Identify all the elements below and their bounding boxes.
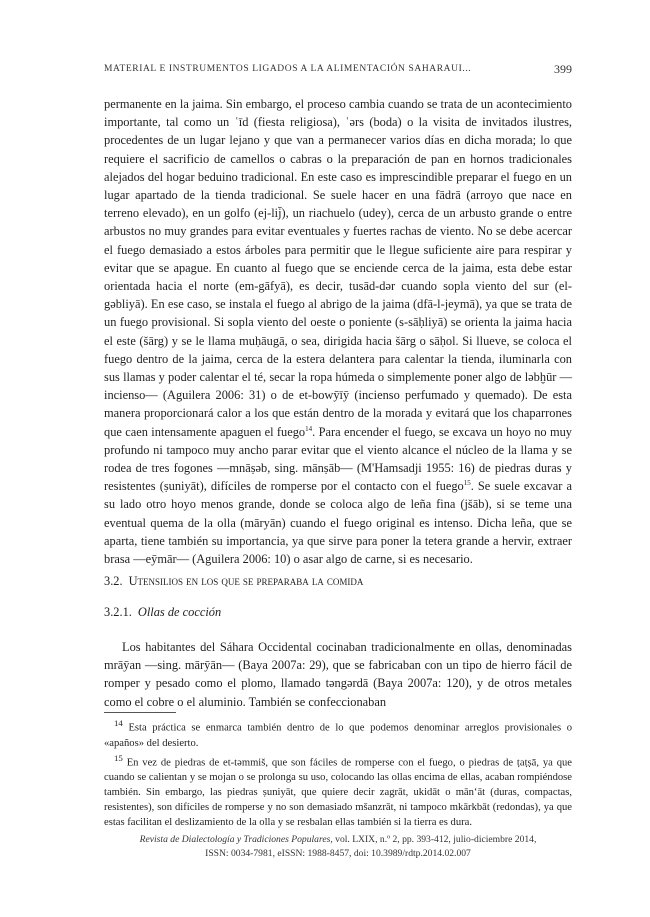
footnote-number: 14 (114, 718, 123, 728)
running-head: MATERIAL E INSTRUMENTOS LIGADOS A LA ALIMENTACIÓN SAHARAUI... (104, 64, 472, 74)
footer-identifiers: ISSN: 0034-7981, eISSN: 1988-8457, doi: 10.3989/rdtp.2014.02.007 (205, 848, 471, 859)
journal-title: Revista de Dialectología y Tradiciones Populares, (139, 834, 333, 845)
section-title: Utensilios en los que se preparaba la comida (128, 574, 364, 588)
footnote-text: En vez de piedras de et-təmmiš, que son fáciles de romperse con el fuego, o piedras de ṭaṭṣā, ya que cuando se calientan y se mojan o se prolonga su uso, colocando las ollas encima de ellas, acaban rompiéndose también. Sin embargo, las piedras ṣuniyāt, que quiere decir zagrāt, ukidāt o mān‘āt (duras, compactas, resistentes), son difíciles de romperse y no son demasiado mšanzrāt, ni tampoco mkārkbāt (redondas), ya que estas facilitan el deslizamiento de la olla y se resbalan ellas también si la tierra es dura. (104, 757, 572, 829)
body-paragraph-part-3: . Se suele excavar a su lado otro hoyo menos grande, donde se coloca algo de leña fina (jšāb), si se teme una eventual quema de la olla (māryān) cuando el fuego original es intenso. Dicha leña, que se aparta, tiene también su importancia, ya que sirve para poner la tetera grande a hervir, extraer brasa —eȳmār— (Aguilera 2006: 10) o asar algo de carne, si es necesario. (104, 479, 572, 567)
subsection-heading (104, 605, 572, 620)
section-number: 3.2. (104, 574, 123, 588)
footnote (104, 716, 572, 751)
journal-citation: vol. LXIX, n.º 2, pp. 393-412, julio-diciembre 2014, (335, 834, 537, 845)
footnote-rule (104, 712, 176, 713)
subsection-title: Ollas de cocción (137, 605, 222, 619)
body-text (104, 95, 572, 568)
footnote-ref-14[interactable]: 14 (305, 424, 313, 433)
body-paragraph-part-1: permanente en la jaima. Sin embargo, el proceso cambia cuando se trata de un acontecimiento importante, tal como un ʿīd (fiesta religiosa), ʿərs (boda) o la visita de invitados ilustres, procedentes de un lugar lejano y que van a permanecer varios días en dicha morada; lo que requiere el sacrificio de camellos o cabras o la preparación de pan en hornos tradicionales alejados del hogar beduino tradicional. En este caso es imprescindible preparar el fuego en un lugar apartado de la tienda tradicional. Se suele hacer en una fādrā (arroyo que nace en terreno elevado), en un golfo (ej-lij̄), un riachuelo (udey), cerca de un arbusto grande o entre arbustos no muy grandes para evitar eventuales y fuertes rachas de viento. No se debe acercar el fuego demasiado a estos árboles para permitir que le llegue suficiente aire para respirar y evitar que se apague. En cuanto al fuego que se enciende cerca de la jaima, esta debe estar orientada hacia el norte (em-gāfyā), es decir, tusād-dər cuando sopla viento del sur (el-gəbliyā). En ese caso, se instala el fuego al abrigo de la jaima (dfā-l-jeymā), ya que se trata de un fuego provisional. Si sopla viento del oeste o poniente (s-sāḥliyā) se orienta la jaima hacia el este (šārg) y se le llama muḥāugā, o sea, dirigida hacia šārg o sāḥol. Si llueve, se coloca el fuego dentro de la jaima, cerca de la estera delantera para calentar la tienda, iluminarla con sus llamas y poder calentar el té, secar la ropa húmeda o simplemente poner algo de ləbḫūr —incienso— (Aguilera 2006: 31) o de et-bowȳīȳ (incienso perfumado y quemado). De esta manera proporcionará calor a los que están dentro de la morada y evitará que los chaparrones que caen intensamente apaguen el fuego (104, 97, 572, 439)
subsection-number: 3.2.1. (104, 605, 132, 619)
second-paragraph: Los habitantes del Sáhara Occidental cocinaban tradicionalmente en ollas, denominadas mrāȳan —sing. mārȳān— (Baya 2007a: 29), que se fabricaban con un tipo de hierro fácil de romper y pesado como el plomo, llamado təngərdā (Baya 2007a: 120), y de otros metales como el cobre o el aluminio. También se confeccionaban (104, 640, 572, 709)
footnote-ref-15[interactable]: 15 (463, 479, 471, 488)
body-paragraph (104, 95, 572, 568)
footnote-number: 15 (114, 752, 123, 763)
footnote (104, 751, 572, 831)
page-footer (104, 833, 572, 861)
footer-citation-line (104, 833, 572, 847)
footnote-text: Esta práctica se enmarca también dentro de lo que podemos denominar arreglos provisionales o «apaños» del desierto. (104, 722, 572, 749)
section-heading (104, 574, 572, 589)
footnotes (104, 716, 572, 830)
page-number: 399 (554, 62, 572, 76)
body-paragraph-part-2: . Para encender el fuego, se excava un hoyo no muy profundo ni tampoco muy ancho parar evitar que el viento alcance el núcleo de la llama y se rodea de tres fogones —mnāṣəb, sing. mānṣāb— (M'Hamsadji 1955: 16) de piedras duras y resistentes (ṣuniyāt), difíciles de romperse por el contacto con el fuego (104, 424, 572, 494)
